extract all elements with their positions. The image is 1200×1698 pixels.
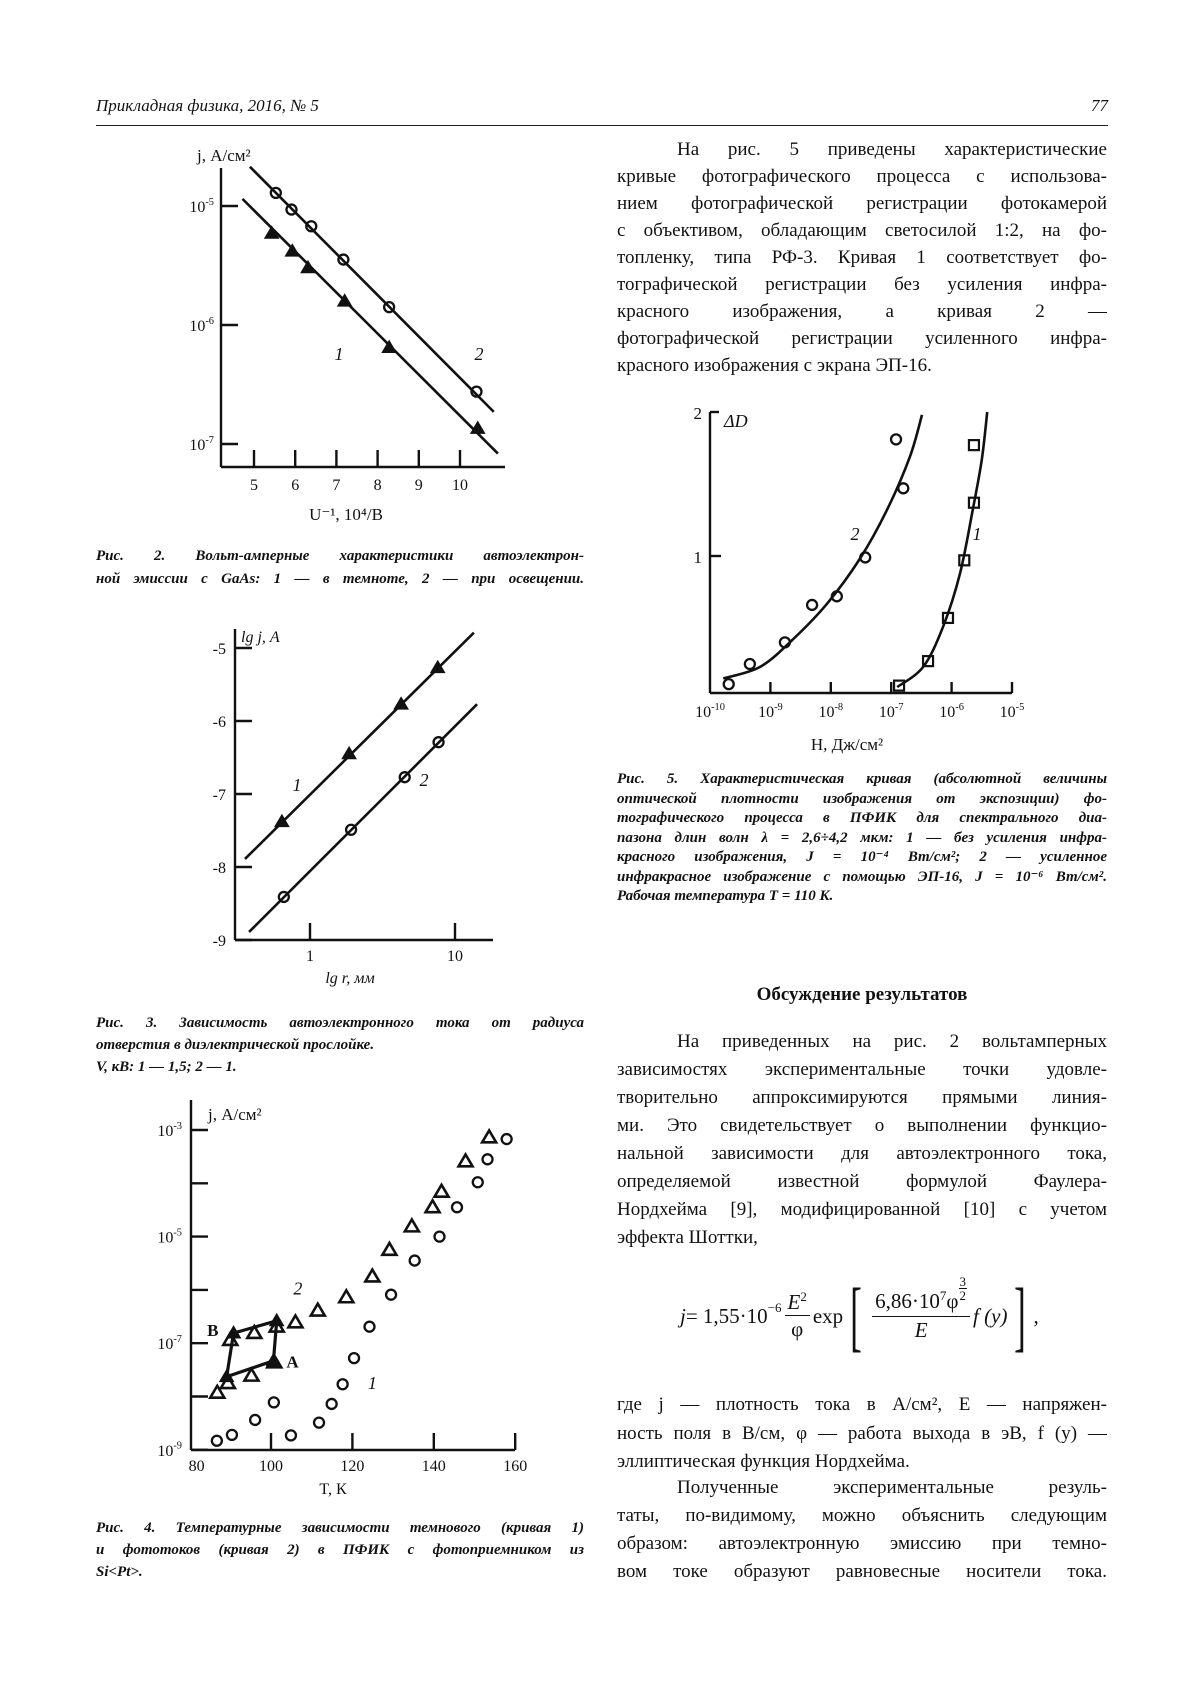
text-line: пазона длин волн λ = 2,6÷4,2 мкм: 1 — без усиления инфра- xyxy=(617,829,1107,846)
circle-marker xyxy=(452,1202,462,1212)
text-line: ной эмиссии с GaAs: 1 — в темноте, 2 — при освещении. xyxy=(96,571,584,587)
tick-label: 10 xyxy=(452,477,468,494)
page-number: 77 xyxy=(1091,96,1108,115)
formula-num-exp: 7 xyxy=(939,1288,947,1304)
x-axis-label: H, Дж/см² xyxy=(810,735,884,754)
text-line: творительно аппроксимируются прямыми линия- xyxy=(617,1087,1107,1108)
tick-label: $10^{-3}$ xyxy=(157,1120,182,1140)
y-axis-label: j, А/см² xyxy=(208,1105,262,1124)
tick-label: 1 xyxy=(693,548,702,567)
text-line: таты, по-видимому, можно объяснить следующим xyxy=(617,1505,1107,1526)
figure-2-chart xyxy=(189,146,505,524)
circle-marker xyxy=(269,1397,279,1407)
formula-coef: = 1,55·10 xyxy=(685,1303,768,1328)
formula-den-E: E xyxy=(914,1318,928,1343)
circle-marker xyxy=(364,1322,374,1332)
circle-marker xyxy=(434,1232,444,1242)
y-axis-label: lg j, А xyxy=(241,629,280,646)
text-line: Рис. 5. Характеристическая кривая (абсолютной величины xyxy=(617,771,1107,787)
fowler-nordheim-formula xyxy=(680,1268,1039,1364)
text-line: топленку, типа РФ-3. Кривая 1 соответствует фо- xyxy=(617,247,1107,268)
text-line: Нордхейма [9], модифицированной [10] с учетом xyxy=(617,1199,1107,1220)
circle-marker xyxy=(227,1430,237,1440)
figure-3-chart xyxy=(213,629,493,987)
text-line: красного изображения с экрана ЭП-16. xyxy=(617,355,932,376)
text-line: образом: автоэлектронную эмиссию при темно- xyxy=(617,1533,1107,1554)
y-axis-label: ΔD xyxy=(724,411,748,431)
text-line: зависимостях экспериментальные точки удовле- xyxy=(617,1059,1107,1080)
tick-label: -6 xyxy=(212,714,226,731)
formula-num-phi: φ xyxy=(946,1289,959,1314)
triangle-marker xyxy=(482,1130,496,1142)
curve-label: 1 xyxy=(292,775,302,795)
formula-E: E xyxy=(787,1290,801,1315)
triangle-marker xyxy=(266,1354,280,1366)
triangle-marker xyxy=(365,1270,379,1282)
tick-label: 120 xyxy=(340,1458,365,1475)
formula-exp: exp xyxy=(812,1303,844,1328)
tick-label: $10^{-5}$ xyxy=(189,196,214,216)
triangle-marker xyxy=(339,1290,353,1302)
circle-marker xyxy=(502,1134,512,1144)
circle-marker xyxy=(410,1256,420,1266)
loop-label-b: B xyxy=(207,1320,219,1340)
circle-marker xyxy=(473,1177,483,1187)
formula-lhs: j xyxy=(680,1303,686,1328)
tick-label: 7 xyxy=(332,477,341,494)
tick-label: -5 xyxy=(212,641,226,658)
text-line: V, кВ: 1 — 1,5; 2 — 1. xyxy=(96,1059,237,1075)
text-line: На приведенных на рис. 2 вольтамперных xyxy=(677,1031,1107,1052)
text-line: нием фотографической регистрации фотокамерой xyxy=(617,193,1107,214)
loop-label-a: A xyxy=(286,1352,299,1372)
tick-label: -9 xyxy=(212,933,226,950)
circle-marker xyxy=(338,1379,348,1389)
text-line: Полученные экспериментальные резуль- xyxy=(677,1477,1107,1498)
figure-2-caption xyxy=(96,545,584,591)
triangle-marker xyxy=(459,1154,473,1166)
triangle-marker xyxy=(301,261,315,273)
circle-marker xyxy=(891,434,901,444)
tick-label: $10^{-8}$ xyxy=(818,701,844,721)
series-2 xyxy=(723,415,922,689)
discussion-paragraph-3 xyxy=(617,1474,1107,1586)
circle-marker xyxy=(745,659,755,669)
text-line: с объективом, обладающим светосилой 1:2, на фо- xyxy=(617,220,1107,241)
power-denominator: 2 xyxy=(959,1288,967,1304)
discussion-paragraph-2 xyxy=(617,1391,1107,1477)
formula-phi: φ xyxy=(791,1317,804,1342)
series-1 xyxy=(212,1134,512,1446)
curve-label: 2 xyxy=(474,344,484,364)
tick-label: 140 xyxy=(421,1458,446,1475)
tick-label: $10^{-5}$ xyxy=(157,1227,182,1247)
triangle-marker xyxy=(382,341,396,353)
text-line: Рис. 4. Температурные зависимости темнового (кривая 1) xyxy=(96,1520,584,1536)
text-line: определяемой известной формулой Фаулера- xyxy=(617,1171,1107,1192)
fit-line xyxy=(250,167,494,412)
tick-label: 2 xyxy=(693,404,702,423)
text-line: инфракрасное изображение с помощью ЭП-16, J = 10⁻⁶ Вт/см². xyxy=(617,868,1107,885)
tick-label: 8 xyxy=(373,477,382,494)
figure-3-caption xyxy=(96,1012,584,1078)
circle-marker xyxy=(807,600,817,610)
formula-num-coef: 6,86·10 xyxy=(875,1289,940,1314)
tick-label: $10^{-9}$ xyxy=(758,701,783,721)
formula-fy: f (y) xyxy=(973,1303,1008,1328)
x-axis-label: T, К xyxy=(319,1481,347,1498)
circle-marker xyxy=(250,1415,260,1425)
intro-paragraph xyxy=(617,136,1107,379)
tick-label: $10^{-7}$ xyxy=(157,1334,182,1354)
formula-right-bracket: ] xyxy=(1014,1272,1027,1359)
x-axis-label: U⁻¹, 10⁴/В xyxy=(309,505,383,524)
text-line: отверстия в диэлектрической прослойке. xyxy=(96,1037,375,1053)
circle-marker xyxy=(898,483,908,493)
formula-fraction-2 xyxy=(872,1274,970,1343)
tick-label: $10^{-6}$ xyxy=(189,315,214,335)
circle-marker xyxy=(724,679,734,689)
formula-power-3-2 xyxy=(959,1275,968,1302)
formula-comma: , xyxy=(1033,1303,1039,1328)
figure-4-chart xyxy=(157,1100,527,1498)
formula-coef-exp: −6 xyxy=(767,1300,782,1315)
triangle-marker xyxy=(270,1314,284,1326)
curve-label: 1 xyxy=(972,524,982,544)
text-line: тографического процесса в ПФИК для спектрального диа- xyxy=(617,810,1107,826)
text-line: Si<Pt>. xyxy=(96,1564,143,1580)
text-line: эффекта Шоттки, xyxy=(617,1227,758,1248)
series-2 xyxy=(250,167,494,412)
series-1 xyxy=(245,633,474,859)
formula-left-bracket: [ xyxy=(850,1272,863,1359)
tick-label: $10^{-9}$ xyxy=(157,1440,182,1460)
text-line: На рис. 5 приведены характеристические xyxy=(677,139,1107,160)
triangle-marker xyxy=(285,244,299,256)
triangle-marker xyxy=(405,1219,419,1231)
tick-label: $10^{-6}$ xyxy=(939,701,964,721)
triangle-marker xyxy=(435,1185,449,1197)
tick-label: $10^{-5}$ xyxy=(999,701,1025,721)
circle-marker xyxy=(327,1399,337,1409)
text-line: где j — плотность тока в A/см², E — напряжен- xyxy=(617,1394,1107,1415)
series-1 xyxy=(894,412,987,691)
text-line: Рабочая температура T = 110 K. xyxy=(617,888,834,904)
figure-4-caption xyxy=(96,1517,584,1583)
tick-label: 5 xyxy=(250,477,258,494)
discussion-paragraph-1 xyxy=(617,1028,1107,1252)
circle-marker xyxy=(314,1418,324,1428)
tick-label: 10 xyxy=(447,948,463,965)
triangle-marker xyxy=(288,1315,302,1327)
tick-label: -7 xyxy=(212,787,226,804)
text-line: ми. Это свидетельствует о выполнении функцио- xyxy=(617,1115,1107,1136)
fit-curve xyxy=(723,415,922,679)
tick-label: $10^{-7}$ xyxy=(189,434,214,454)
tick-label: $10^{-10}$ xyxy=(695,701,725,721)
circle-marker xyxy=(286,1430,296,1440)
figure-5-chart xyxy=(694,404,1025,754)
text-line: вом токе образуют равновесные носители тока. xyxy=(617,1561,1107,1582)
text-line: оптической плотности изображения от экспозиции) фо- xyxy=(617,790,1107,807)
journal-header: Прикладная физика, 2016, № 5 xyxy=(96,96,319,115)
triangle-marker xyxy=(382,1243,396,1255)
series-2 xyxy=(210,1130,496,1397)
tick-label: 160 xyxy=(503,1458,528,1475)
text-line: Рис. 2. Вольт-амперные характеристики автоэлектрон- xyxy=(96,548,584,564)
y-axis-label: j, А/см² xyxy=(197,146,251,165)
tick-label: 100 xyxy=(259,1458,283,1475)
curve-label: 2 xyxy=(419,770,429,790)
power-numerator: 3 xyxy=(959,1274,967,1290)
square-marker xyxy=(969,440,979,450)
circle-marker xyxy=(386,1290,396,1300)
text-line: кривые фотографического процесса с использова- xyxy=(617,166,1107,187)
text-line: эллиптическая функция Нордхейма. xyxy=(617,1451,910,1472)
curve-label: 1 xyxy=(334,344,344,364)
tick-label: 6 xyxy=(291,477,300,494)
tick-label: 1 xyxy=(306,948,314,965)
figure-5-caption xyxy=(617,770,1107,907)
section-heading: Обсуждение результатов xyxy=(756,984,968,1005)
circle-marker xyxy=(212,1436,222,1446)
text-line: Рис. 3. Зависимость автоэлектронного тока от радиуса xyxy=(96,1015,584,1031)
tick-label: 9 xyxy=(414,477,423,494)
series-1 xyxy=(242,199,497,454)
text-line: фотографической регистрации усиленного инфра- xyxy=(617,328,1107,349)
circle-marker xyxy=(349,1353,359,1363)
text-line: нальной зависимости для автоэлектронного тока, xyxy=(617,1143,1107,1164)
text-line: ность поля в В/см, φ — работа выхода в эВ, f (y) — xyxy=(617,1422,1107,1444)
formula-E-exp: 2 xyxy=(800,1289,807,1305)
tick-label: 80 xyxy=(188,1458,205,1475)
triangle-marker xyxy=(426,1200,440,1212)
tick-label: -8 xyxy=(212,860,226,877)
text-line: тографической регистрации без усиления инфра- xyxy=(617,274,1107,295)
formula-fraction-1 xyxy=(785,1289,810,1342)
curve-label: 1 xyxy=(367,1373,377,1394)
tick-label: $10^{-7}$ xyxy=(878,701,904,721)
x-axis-label: lg r, мм xyxy=(325,970,375,987)
curve-label: 2 xyxy=(293,1278,303,1299)
text-line: красного изображения, J = 10⁻⁴ Вт/см²; 2 — усиленное xyxy=(617,849,1107,865)
triangle-marker xyxy=(311,1304,325,1316)
circle-marker xyxy=(483,1154,493,1164)
fit-line xyxy=(242,199,497,454)
text-line: красного изображения, а кривая 2 — xyxy=(617,301,1107,322)
text-line: и фототоков (кривая 2) в ПФИК с фотоприемником из xyxy=(96,1542,584,1558)
curve-label: 2 xyxy=(850,524,860,544)
